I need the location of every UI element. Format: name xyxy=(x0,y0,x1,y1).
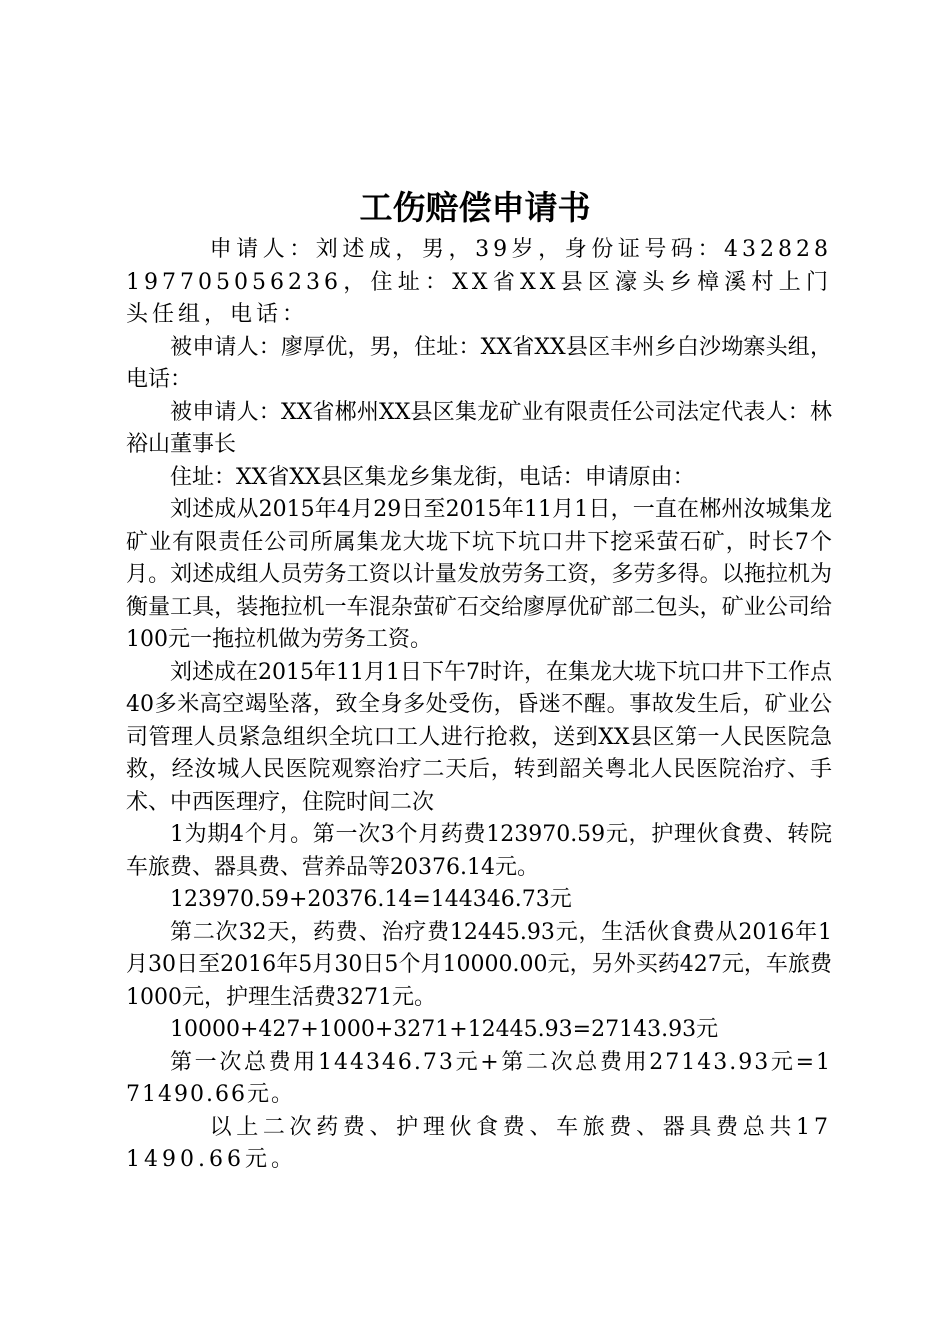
second-hospital-paragraph: 第二次32天，药费、治疗费12445.93元，生活伙食费从2016年1月30日至2016年5月30日5个月10000.00元，另外买药427元，车旅费1000元，护理生活费3271元。 xyxy=(126,919,832,1010)
address-reason-paragraph: 住址：XX省XX县区集龙乡集龙街，电话：申请原由： xyxy=(170,464,695,490)
work-history-paragraph: 刘述成从2015年4月29日至2015年11月1日，一直在郴州汝城集龙矿业有限责任公司所属集龙大垅下坑下坑口井下挖采萤石矿，时长7个月。刘述成组人员劳务工资以计量发放劳务工资，多劳多得。以拖拉机为衡量工具，装拖拉机一车混杂萤矿石交给廖厚优矿部二包头，矿业公司给100元一拖拉机做为劳务工资。 xyxy=(126,497,832,652)
respondent-1-paragraph: 被申请人：廖厚优，男，住址：XX省XX县区丰州乡白沙坳寨头组，电话： xyxy=(126,334,832,392)
applicant-paragraph: 申请人：刘述成，男，39岁，身份证号码：432828197705056236，住址：XX省XX县区濠头乡樟溪村上门头任组，电话： xyxy=(126,237,832,327)
accident-paragraph: 刘述成在2015年11月1日下午7时许，在集龙大垅下坑口井下工作点40多米高空竭坠落，致全身多处受伤，昏迷不醒。事故发生后，矿业公司管理人员紧急组织全坑口工人进行抢救，送到XX县区第一人民医院急救，经汝城人民医院观察治疗二天后，转到韶关粤北人民医院治疗、手术、中西医理疗，住院时间二次 xyxy=(126,659,832,815)
second-total-formula: 10000+427+1000+3271+12445.93=27143.93元 xyxy=(170,1017,719,1042)
respondent-2-paragraph: 被申请人：XX省郴州XX县区集龙矿业有限责任公司法定代表人：林裕山董事长 xyxy=(126,399,832,457)
grand-total-paragraph: 第一次总费用144346.73元+第二次总费用27143.93元=171490.66元。 xyxy=(126,1049,832,1107)
summary-paragraph: 以上二次药费、护理伙食费、车旅费、器具费总共171490.66元。 xyxy=(126,1114,832,1172)
document-body xyxy=(126,234,832,1177)
document-title: 工伤赔偿申请书 xyxy=(359,188,591,227)
first-total-formula: 123970.59+20376.14=144346.73元 xyxy=(170,887,572,912)
first-hospital-paragraph: 1为期4个月。第一次3个月药费123970.59元，护理伙食费、转院车旅费、器具费、营养品等20376.14元。 xyxy=(126,822,832,880)
